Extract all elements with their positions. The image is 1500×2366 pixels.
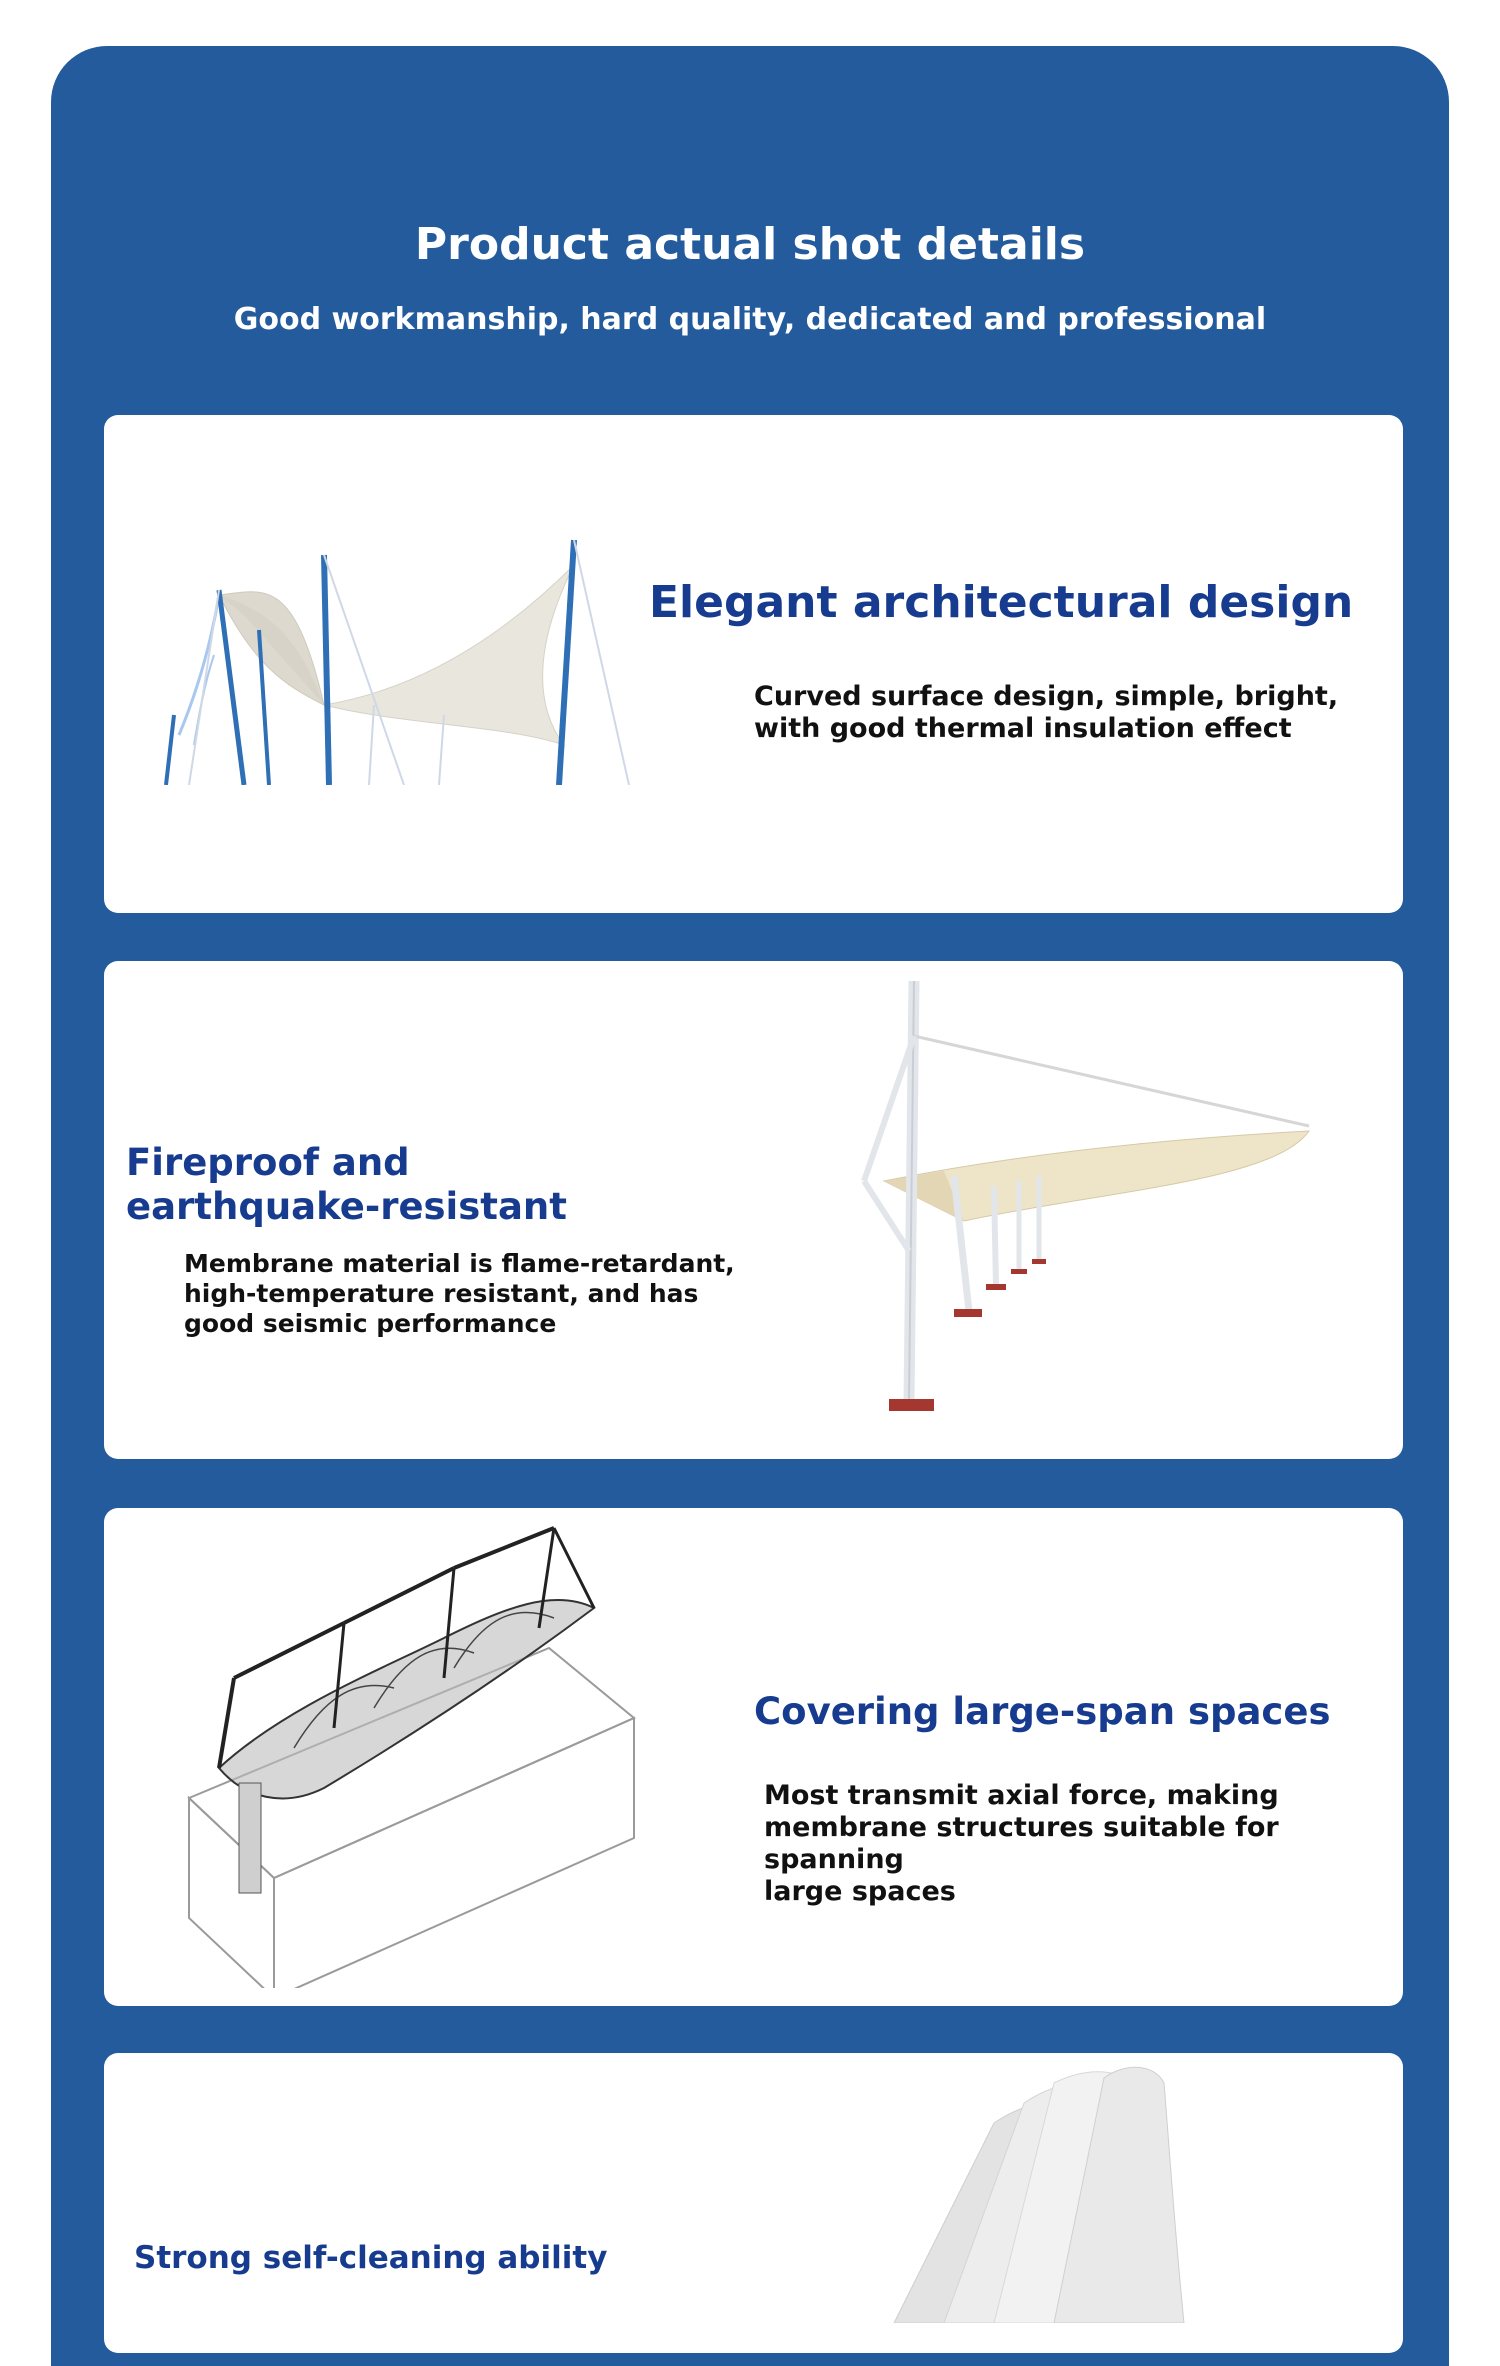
description-line: membrane structures suitable for spanning [764, 1812, 1279, 1875]
heading-line: Fireproof and [126, 1141, 410, 1184]
tensile-canopy-icon [144, 535, 704, 785]
feature-card-design [104, 415, 1403, 913]
feature-card-large-span [104, 1508, 1403, 2006]
feature-description [754, 681, 1338, 745]
feature-card-self-cleaning [104, 2053, 1403, 2353]
description-line: Membrane material is flame-retardant, [184, 1249, 735, 1278]
feature-heading: Elegant architectural design [649, 577, 1354, 628]
page-title: Product actual shot details [414, 219, 1086, 271]
description-line: high-temperature resistant, and has [184, 1279, 699, 1308]
page-subtitle: Good workmanship, hard quality, dedicated and professional [233, 302, 1267, 337]
feature-heading: Covering large-span spaces [754, 1690, 1331, 1733]
description-line: with good thermal insulation effect [754, 713, 1292, 744]
membrane-structure-diagram-icon [174, 1518, 754, 1988]
feature-description [184, 1249, 735, 1339]
heading-line: earthquake-resistant [126, 1185, 567, 1228]
description-line: Curved surface design, simple, bright, [754, 681, 1339, 712]
description-line: large spaces [764, 1876, 956, 1907]
carport-canopy-icon [804, 981, 1364, 1431]
feature-heading [126, 1141, 567, 1229]
feature-description [764, 1780, 1403, 1908]
membrane-roll-icon [884, 2063, 1244, 2323]
feature-card-fireproof [104, 961, 1403, 1459]
description-line: Most transmit axial force, making [764, 1780, 1279, 1811]
feature-heading: Strong self-cleaning ability [134, 2240, 608, 2276]
description-line: good seismic performance [184, 1309, 557, 1338]
